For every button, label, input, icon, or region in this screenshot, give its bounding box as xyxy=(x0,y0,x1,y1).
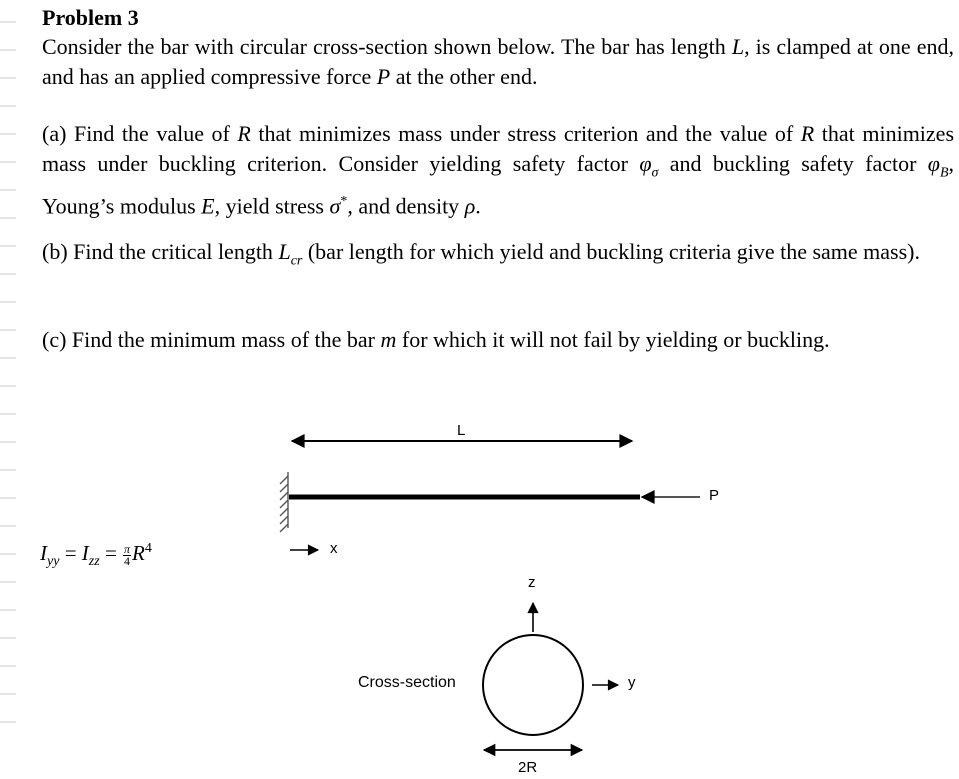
z-axis-label: z xyxy=(528,574,536,591)
clamp-support-icon xyxy=(280,472,288,532)
bar-figure xyxy=(0,400,959,779)
problem-title: Problem 3 xyxy=(42,5,139,30)
problem-intro: Consider the bar with circular cross-section shown below. The bar has length L, is clamped at one end, and has an applied compressive force P at the other end. xyxy=(42,34,954,89)
length-label: L xyxy=(457,422,466,439)
inertia-formula: $I_{yy} = I_{zz}$ = $\frac{\pi}{4}$ $R^4$ xyxy=(40,541,152,570)
y-axis-label: y xyxy=(628,674,636,691)
part-c: (c) Find the minimum mass of the bar m for which it will not fail by yielding or buckling. xyxy=(42,327,830,352)
pi-over-four: $\frac{\pi}{4}$ xyxy=(124,541,131,568)
x-axis-label: x xyxy=(330,540,338,557)
cross-section-label: Cross-section xyxy=(358,674,456,691)
part-b: (b) Find the critical length $L_{cr}$ (bar length for which yield and buckling criteria give the same mass). xyxy=(42,239,920,269)
cross-section-circle xyxy=(483,635,583,735)
force-label: P xyxy=(709,487,720,504)
diameter-label: 2R xyxy=(518,759,538,776)
part-a: (a) Find the value of R that minimizes mass under stress criterion and the value of R that minimizes mass under buckling criterion. Consider yielding safety factor $\varphi_\sigma$ and buckling safety factor $\varphi_B$, Young’s modulus E, yield stress σ*, and density ρ. xyxy=(42,121,955,219)
